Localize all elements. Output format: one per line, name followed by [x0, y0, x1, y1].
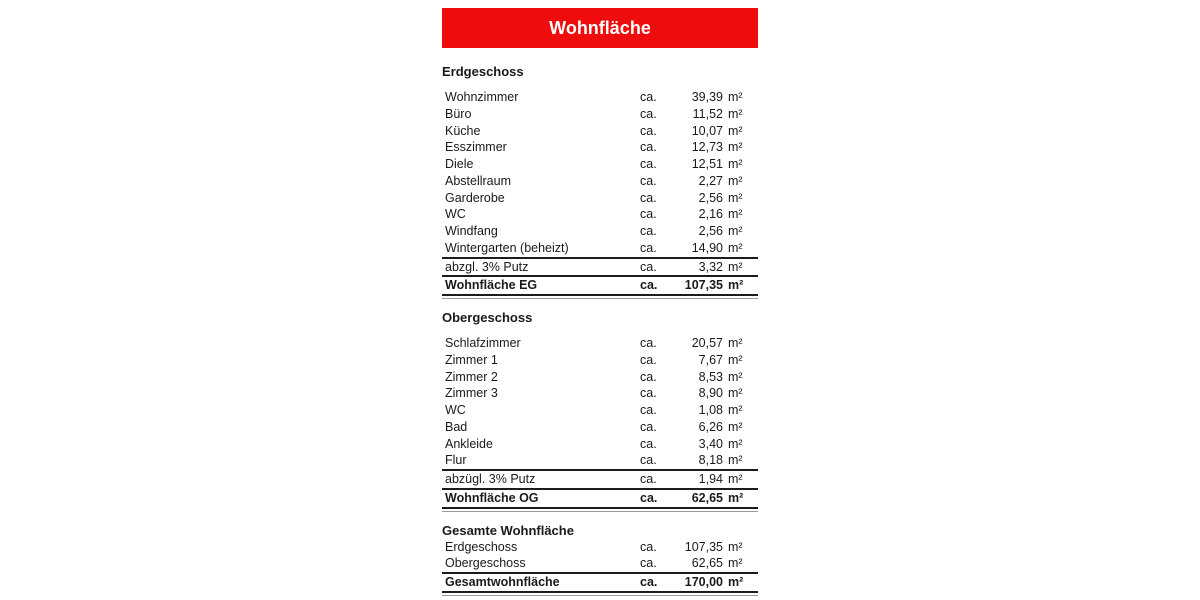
approx-label: ca. [640, 403, 657, 417]
approx-label: ca. [640, 419, 657, 434]
area-unit: m² [728, 336, 743, 350]
approx-label: ca. [640, 123, 657, 138]
area-value: 3,40 [698, 436, 723, 451]
area-unit: m² [728, 224, 743, 238]
area-row [442, 156, 758, 173]
area-value: 107,35 [684, 539, 723, 554]
area-value: 39,39 [691, 90, 723, 104]
area-row [442, 539, 758, 556]
section-rows [442, 335, 758, 509]
title-banner [442, 8, 758, 48]
area-unit: m² [728, 556, 743, 571]
page-title: Wohnfläche [549, 17, 651, 38]
area-row [442, 402, 758, 419]
area-value: 62,65 [691, 490, 723, 505]
area-unit: m² [728, 419, 743, 434]
area-value: 12,51 [691, 157, 723, 171]
area-unit: m² [728, 352, 743, 367]
section-heading: Erdgeschoss [442, 64, 524, 79]
approx-label: ca. [640, 173, 657, 188]
approx-label: ca. [640, 106, 657, 121]
sections-container [442, 63, 758, 593]
room-label: Wintergarten (beheizt) [445, 240, 569, 255]
room-label: Abstellraum [445, 173, 511, 188]
area-unit: m² [728, 369, 743, 384]
area-unit: m² [728, 386, 743, 401]
area-row [442, 555, 758, 572]
approx-label: ca. [640, 278, 658, 293]
area-value: 3,32 [698, 259, 723, 274]
area-row [442, 223, 758, 240]
area-unit: m² [728, 190, 743, 205]
approx-label: ca. [640, 190, 657, 205]
room-label: Windfang [445, 224, 498, 238]
approx-label: ca. [640, 436, 657, 451]
room-label: Diele [445, 157, 474, 171]
approx-label: ca. [640, 224, 657, 238]
approx-label: ca. [640, 575, 658, 589]
wohnflaeche-sheet [442, 8, 758, 593]
area-row [442, 275, 758, 296]
approx-label: ca. [640, 352, 657, 367]
approx-label: ca. [640, 369, 657, 384]
area-unit: m² [728, 173, 743, 188]
room-label: Wohnfläche EG [445, 278, 538, 293]
area-row [442, 173, 758, 190]
area-row [442, 190, 758, 207]
room-label: Wohnfläche OG [445, 490, 539, 505]
area-unit: m² [728, 140, 743, 155]
area-unit: m² [728, 403, 743, 417]
room-label: Gesamtwohnfläche [445, 575, 560, 589]
area-row [442, 123, 758, 140]
area-row [442, 139, 758, 156]
area-value: 2,27 [698, 173, 723, 188]
area-value: 1,94 [698, 472, 723, 486]
room-label: Ankleide [445, 436, 493, 451]
approx-label: ca. [640, 207, 657, 222]
area-value: 10,07 [691, 123, 723, 138]
approx-label: ca. [640, 490, 658, 505]
room-label: Büro [445, 106, 472, 121]
area-row [442, 436, 758, 453]
approx-label: ca. [640, 386, 657, 401]
area-unit: m² [728, 278, 744, 293]
area-unit: m² [728, 453, 743, 468]
area-value: 7,67 [698, 352, 723, 367]
area-unit: m² [728, 436, 743, 451]
area-row [442, 452, 758, 469]
room-label: Zimmer 3 [445, 386, 498, 401]
area-row [442, 488, 758, 509]
approx-label: ca. [640, 453, 657, 468]
area-row [442, 240, 758, 257]
section-rows [442, 89, 758, 296]
room-label: Küche [445, 123, 481, 138]
room-label: Schlafzimmer [445, 336, 521, 350]
area-unit: m² [728, 123, 743, 138]
room-label: Erdgeschoss [445, 539, 518, 554]
approx-label: ca. [640, 556, 657, 571]
room-label: abzügl. 3% Putz [445, 472, 536, 486]
area-value: 1,08 [698, 403, 723, 417]
section-rows [442, 539, 758, 593]
room-label: Garderobe [445, 190, 505, 205]
approx-label: ca. [640, 140, 657, 155]
area-value: 2,56 [698, 224, 723, 238]
area-value: 14,90 [691, 240, 723, 255]
room-label: WC [445, 403, 466, 417]
area-value: 20,57 [691, 336, 723, 350]
area-unit: m² [728, 106, 743, 121]
area-row [442, 385, 758, 402]
approx-label: ca. [640, 472, 657, 486]
approx-label: ca. [640, 240, 657, 255]
area-unit: m² [728, 539, 743, 554]
area-row [442, 352, 758, 369]
area-unit: m² [728, 90, 743, 104]
room-label: Flur [445, 453, 467, 468]
room-label: Bad [445, 419, 468, 434]
floor-section [442, 63, 758, 296]
room-label: Zimmer 1 [445, 352, 498, 367]
room-label: abzgl. 3% Putz [445, 259, 529, 274]
approx-label: ca. [640, 157, 657, 171]
area-unit: m² [728, 157, 743, 171]
area-value: 8,53 [698, 369, 723, 384]
room-label: Esszimmer [445, 140, 507, 155]
area-unit: m² [728, 207, 743, 222]
area-value: 8,90 [698, 386, 723, 401]
room-label: Obergeschoss [445, 556, 526, 571]
approx-label: ca. [640, 90, 657, 104]
area-row [442, 106, 758, 123]
area-row [442, 572, 758, 593]
area-value: 107,35 [684, 278, 723, 293]
area-row [442, 257, 758, 276]
approx-label: ca. [640, 259, 657, 274]
area-row [442, 419, 758, 436]
floor-section [442, 309, 758, 509]
area-value: 170,00 [684, 575, 723, 589]
floor-section [442, 522, 758, 593]
section-heading: Obergeschoss [442, 310, 533, 325]
area-row [442, 369, 758, 386]
area-row [442, 206, 758, 223]
room-label: Wohnzimmer [445, 90, 519, 104]
area-row [442, 89, 758, 106]
area-value: 2,16 [698, 207, 723, 222]
area-row [442, 469, 758, 488]
section-heading: Gesamte Wohnfläche [442, 522, 574, 538]
area-value: 12,73 [691, 140, 723, 155]
area-value: 62,65 [691, 556, 723, 571]
area-unit: m² [728, 259, 743, 274]
area-value: 2,56 [698, 190, 723, 205]
area-unit: m² [728, 472, 743, 486]
room-label: Zimmer 2 [445, 369, 498, 384]
approx-label: ca. [640, 336, 657, 350]
approx-label: ca. [640, 539, 657, 554]
area-value: 8,18 [698, 453, 723, 468]
area-unit: m² [728, 240, 743, 255]
room-label: WC [445, 207, 466, 222]
area-value: 6,26 [698, 419, 723, 434]
area-unit: m² [728, 575, 744, 589]
area-row [442, 335, 758, 352]
area-value: 11,52 [692, 106, 723, 121]
area-unit: m² [728, 490, 744, 505]
